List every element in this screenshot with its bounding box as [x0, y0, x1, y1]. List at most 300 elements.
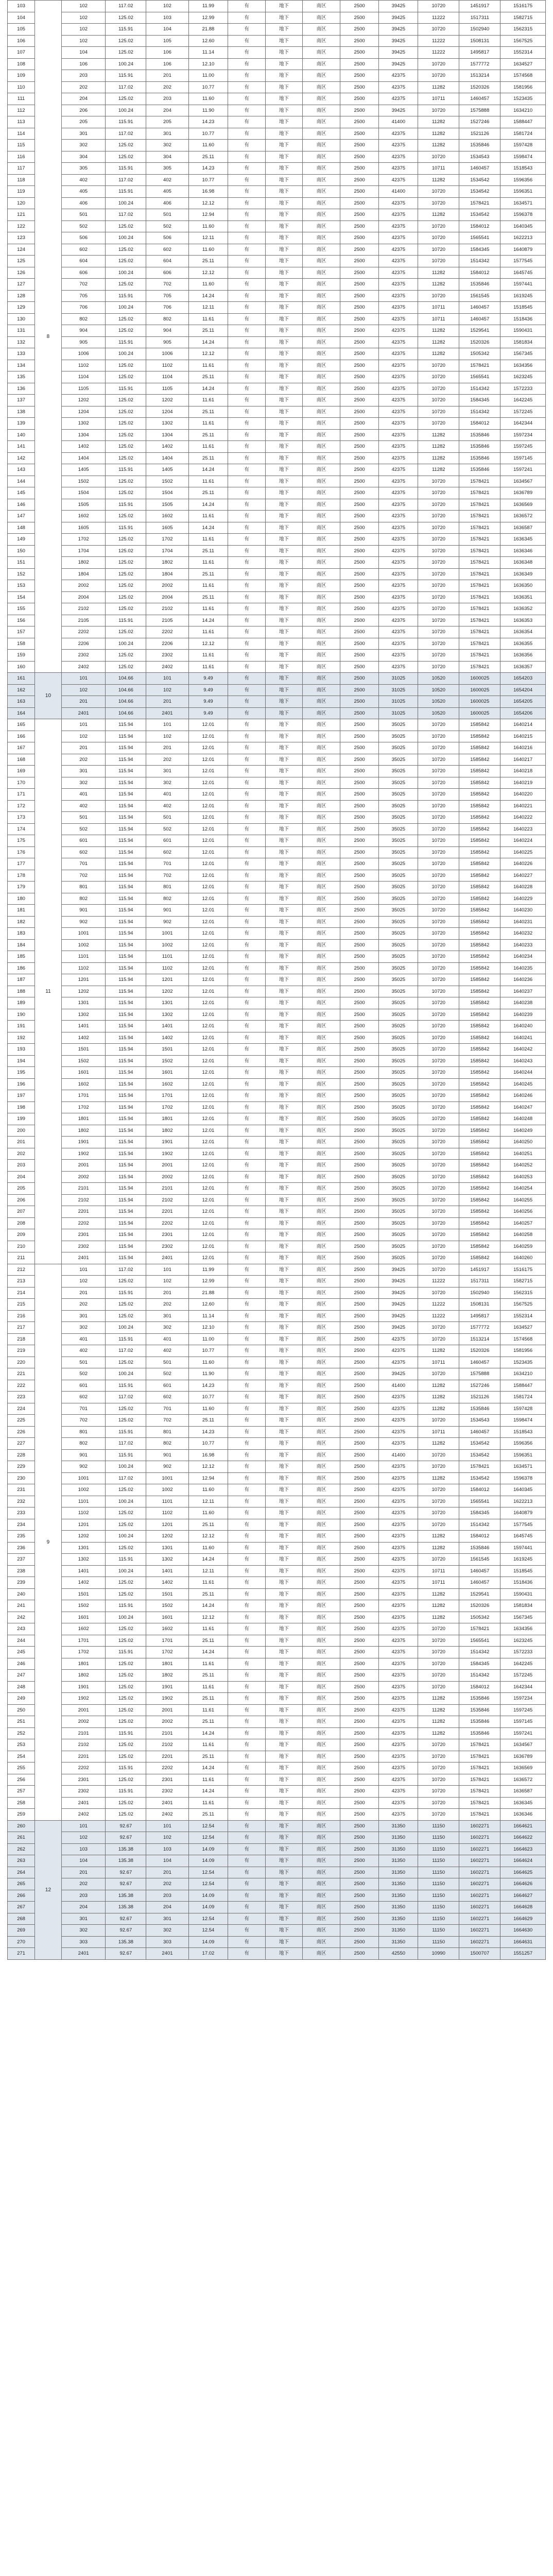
cell-price: 42375 — [379, 1333, 418, 1345]
cell-total: 1584345 — [459, 244, 500, 256]
cell-property: 有 — [228, 858, 265, 870]
cell-zone: 南区 — [303, 186, 340, 198]
cell-area: 100.24 — [106, 105, 146, 116]
cell-parking-no: 2201 — [146, 1206, 188, 1218]
cell-parking-area: 12.01 — [188, 1206, 228, 1218]
cell-total: 1585842 — [459, 997, 500, 1009]
cell-property: 有 — [228, 1496, 265, 1507]
cell-unit-price: 11282 — [418, 1612, 459, 1623]
cell-fee: 2500 — [340, 1403, 379, 1415]
cell-unit-price: 10720 — [418, 557, 459, 569]
cell-fee: 2500 — [340, 1426, 379, 1438]
cell-unit-price: 11282 — [418, 128, 459, 140]
cell-unit-price: 10720 — [418, 1252, 459, 1264]
cell-parking-no: 202 — [146, 754, 188, 766]
cell-price: 35025 — [379, 1009, 418, 1021]
table-row — [8, 1797, 546, 1809]
cell-total: 1517311 — [459, 1276, 500, 1287]
cell-unit-price: 10720 — [418, 1449, 459, 1461]
cell-area: 115.94 — [106, 870, 146, 882]
cell-index: 148 — [8, 522, 35, 534]
cell-fee: 2500 — [340, 638, 379, 650]
cell-fee: 2500 — [340, 1809, 379, 1821]
cell-parking-area: 12.12 — [188, 1531, 228, 1543]
cell-unit: 102 — [61, 35, 105, 47]
cell-index: 155 — [8, 603, 35, 615]
cell-level: 地下 — [265, 267, 302, 279]
table-row — [8, 487, 546, 499]
cell-property: 有 — [228, 1252, 265, 1264]
cell-property: 有 — [228, 1113, 265, 1125]
cell-unit-price: 10720 — [418, 70, 459, 82]
cell-parking-area: 14.24 — [188, 383, 228, 395]
cell-area: 115.94 — [106, 719, 146, 731]
cell-area: 125.02 — [106, 1484, 146, 1496]
cell-building: 12 — [35, 1820, 62, 1959]
cell-price: 42375 — [379, 360, 418, 371]
cell-property: 有 — [228, 1160, 265, 1172]
cell-parking-area: 17.02 — [188, 1948, 228, 1960]
cell-unit: 202 — [61, 1878, 105, 1890]
cell-price: 42375 — [379, 1554, 418, 1566]
cell-area: 104.66 — [106, 684, 146, 696]
cell-total-with-fee: 1597234 — [500, 429, 546, 441]
cell-zone: 南区 — [303, 789, 340, 801]
cell-price: 42375 — [379, 1762, 418, 1774]
cell-total-with-fee: 1597245 — [500, 441, 546, 453]
cell-price: 35025 — [379, 742, 418, 754]
cell-total-with-fee: 1640255 — [500, 1194, 546, 1206]
cell-level: 地下 — [265, 1554, 302, 1566]
cell-area: 100.24 — [106, 267, 146, 279]
cell-level: 地下 — [265, 1948, 302, 1960]
cell-index: 228 — [8, 1449, 35, 1461]
cell-area: 125.02 — [106, 1635, 146, 1647]
cell-total: 1585842 — [459, 719, 500, 731]
cell-zone: 南区 — [303, 1554, 340, 1566]
cell-fee: 2500 — [340, 302, 379, 314]
cell-unit-price: 11282 — [418, 1542, 459, 1554]
table-row — [8, 916, 546, 928]
cell-area: 125.02 — [106, 371, 146, 383]
cell-level: 地下 — [265, 35, 302, 47]
cell-parking-area: 12.01 — [188, 1032, 228, 1044]
cell-property: 有 — [228, 615, 265, 626]
cell-price: 42375 — [379, 163, 418, 175]
cell-area: 115.94 — [106, 997, 146, 1009]
table-row — [8, 893, 546, 905]
cell-total-with-fee: 1518545 — [500, 302, 546, 314]
cell-parking-area: 12.01 — [188, 846, 228, 858]
cell-area: 115.91 — [106, 1333, 146, 1345]
cell-level: 地下 — [265, 580, 302, 592]
cell-parking-area: 14.24 — [188, 1762, 228, 1774]
cell-unit: 802 — [61, 1438, 105, 1450]
cell-total-with-fee: 1596356 — [500, 1438, 546, 1450]
cell-parking-area: 25.11 — [188, 1716, 228, 1728]
cell-price: 42375 — [379, 151, 418, 163]
cell-parking-area: 25.11 — [188, 429, 228, 441]
cell-parking-no: 1002 — [146, 939, 188, 951]
cell-unit-price: 10720 — [418, 1333, 459, 1345]
cell-area: 125.02 — [106, 279, 146, 291]
cell-unit-price: 11282 — [418, 279, 459, 291]
cell-area: 92.67 — [106, 1832, 146, 1844]
cell-total: 1585842 — [459, 1009, 500, 1021]
cell-property: 有 — [228, 418, 265, 430]
cell-index: 146 — [8, 499, 35, 511]
cell-parking-area: 12.54 — [188, 1832, 228, 1844]
cell-total-with-fee: 1567525 — [500, 35, 546, 47]
cell-property: 有 — [228, 12, 265, 24]
cell-parking-no: 104 — [146, 1855, 188, 1867]
cell-price: 42375 — [379, 1681, 418, 1693]
cell-area: 115.94 — [106, 1078, 146, 1090]
cell-price: 39425 — [379, 1368, 418, 1380]
cell-level: 地下 — [265, 742, 302, 754]
cell-area: 125.02 — [106, 441, 146, 453]
table-row — [8, 1322, 546, 1334]
cell-total-with-fee: 1645745 — [500, 267, 546, 279]
cell-unit-price: 10720 — [418, 1774, 459, 1786]
cell-unit-price: 10711 — [418, 302, 459, 314]
cell-total-with-fee: 1640226 — [500, 858, 546, 870]
cell-property: 有 — [228, 684, 265, 696]
cell-parking-no: 702 — [146, 870, 188, 882]
cell-property: 有 — [228, 256, 265, 267]
cell-area: 115.91 — [106, 336, 146, 348]
table-row — [8, 256, 546, 267]
cell-total: 1578421 — [459, 1797, 500, 1809]
cell-unit: 602 — [61, 1392, 105, 1403]
table-row — [8, 1809, 546, 1821]
cell-zone: 南区 — [303, 615, 340, 626]
cell-total: 1585842 — [459, 916, 500, 928]
cell-total: 1534542 — [459, 174, 500, 186]
table-row — [8, 1577, 546, 1589]
cell-parking-no: 501 — [146, 209, 188, 221]
cell-area: 125.02 — [106, 325, 146, 337]
cell-parking-area: 12.11 — [188, 1496, 228, 1507]
cell-fee: 2500 — [340, 1368, 379, 1380]
cell-total: 1460457 — [459, 302, 500, 314]
cell-total-with-fee: 1640232 — [500, 928, 546, 940]
cell-zone: 南区 — [303, 1519, 340, 1531]
cell-price: 31025 — [379, 696, 418, 708]
cell-zone: 南区 — [303, 267, 340, 279]
cell-fee: 2500 — [340, 1565, 379, 1577]
cell-parking-area: 11.61 — [188, 580, 228, 592]
cell-unit: 202 — [61, 81, 105, 93]
cell-price: 42375 — [379, 1635, 418, 1647]
cell-unit: 2004 — [61, 591, 105, 603]
cell-parking-area: 12.01 — [188, 986, 228, 997]
cell-price: 39425 — [379, 1287, 418, 1299]
cell-price: 35025 — [379, 1160, 418, 1172]
cell-index: 225 — [8, 1415, 35, 1427]
cell-index: 107 — [8, 47, 35, 59]
cell-total: 1585842 — [459, 766, 500, 777]
cell-unit: 705 — [61, 290, 105, 302]
cell-total: 1584012 — [459, 221, 500, 232]
cell-fee: 2500 — [340, 105, 379, 116]
cell-total: 1585842 — [459, 812, 500, 824]
cell-index: 138 — [8, 406, 35, 418]
cell-price: 42375 — [379, 615, 418, 626]
cell-price: 42375 — [379, 534, 418, 546]
cell-index: 136 — [8, 383, 35, 395]
cell-area: 115.94 — [106, 1229, 146, 1241]
cell-unit-price: 10720 — [418, 534, 459, 546]
cell-unit: 1302 — [61, 1009, 105, 1021]
cell-unit: 2101 — [61, 1183, 105, 1195]
cell-index: 227 — [8, 1438, 35, 1450]
cell-fee: 2500 — [340, 267, 379, 279]
cell-property: 有 — [228, 1832, 265, 1844]
cell-level: 地下 — [265, 336, 302, 348]
cell-unit-price: 10720 — [418, 858, 459, 870]
cell-price: 35025 — [379, 1194, 418, 1206]
cell-total: 1520326 — [459, 81, 500, 93]
cell-parking-area: 12.10 — [188, 1322, 228, 1334]
cell-total: 1535846 — [459, 1727, 500, 1739]
cell-property: 有 — [228, 1647, 265, 1658]
cell-total: 1585842 — [459, 962, 500, 974]
cell-level: 地下 — [265, 1229, 302, 1241]
cell-total-with-fee: 1598474 — [500, 151, 546, 163]
cell-unit-price: 10720 — [418, 1797, 459, 1809]
cell-parking-no: 1502 — [146, 476, 188, 487]
cell-area: 125.02 — [106, 1299, 146, 1311]
cell-parking-no: 402 — [146, 800, 188, 812]
cell-unit: 701 — [61, 1403, 105, 1415]
cell-unit-price: 11282 — [418, 1392, 459, 1403]
cell-fee: 2500 — [340, 1194, 379, 1206]
cell-total: 1460457 — [459, 1565, 500, 1577]
cell-index: 158 — [8, 638, 35, 650]
cell-property: 有 — [228, 766, 265, 777]
table-row — [8, 1774, 546, 1786]
cell-fee: 2500 — [340, 1786, 379, 1798]
cell-property: 有 — [228, 1484, 265, 1496]
cell-level: 地下 — [265, 673, 302, 685]
cell-level: 地下 — [265, 1577, 302, 1589]
cell-index: 265 — [8, 1878, 35, 1890]
cell-area: 125.02 — [106, 626, 146, 638]
cell-unit: 601 — [61, 835, 105, 847]
cell-area: 115.94 — [106, 1171, 146, 1183]
cell-total-with-fee: 1634356 — [500, 1623, 546, 1635]
cell-parking-no: 705 — [146, 290, 188, 302]
cell-fee: 2500 — [340, 221, 379, 232]
cell-parking-area: 12.01 — [188, 1021, 228, 1032]
cell-area: 115.91 — [106, 70, 146, 82]
cell-property: 有 — [228, 1357, 265, 1368]
table-row — [8, 951, 546, 963]
cell-parking-no: 1402 — [146, 1032, 188, 1044]
cell-unit: 1501 — [61, 1588, 105, 1600]
table-row — [8, 812, 546, 824]
cell-index: 162 — [8, 684, 35, 696]
cell-zone: 南区 — [303, 1183, 340, 1195]
cell-price: 35025 — [379, 1171, 418, 1183]
cell-total-with-fee: 1640252 — [500, 1160, 546, 1172]
cell-unit: 502 — [61, 1368, 105, 1380]
cell-zone: 南区 — [303, 766, 340, 777]
table-row — [8, 1299, 546, 1311]
cell-parking-area: 12.01 — [188, 835, 228, 847]
cell-parking-area: 14.23 — [188, 1380, 228, 1392]
cell-total: 1585842 — [459, 951, 500, 963]
cell-level: 地下 — [265, 1658, 302, 1670]
cell-index: 160 — [8, 661, 35, 673]
cell-fee: 2500 — [340, 1693, 379, 1705]
cell-parking-area: 11.60 — [188, 93, 228, 105]
cell-price: 31350 — [379, 1902, 418, 1913]
cell-property: 有 — [228, 1565, 265, 1577]
cell-unit-price: 10720 — [418, 1461, 459, 1473]
cell-property: 有 — [228, 1472, 265, 1484]
cell-parking-area: 10.77 — [188, 81, 228, 93]
cell-parking-no: 1504 — [146, 487, 188, 499]
cell-fee: 2500 — [340, 1415, 379, 1427]
cell-fee: 2500 — [340, 870, 379, 882]
cell-level: 地下 — [265, 1855, 302, 1867]
cell-zone: 南区 — [303, 1936, 340, 1948]
table-row — [8, 1948, 546, 1960]
cell-unit-price: 10720 — [418, 1055, 459, 1067]
cell-area: 115.91 — [106, 383, 146, 395]
cell-property: 有 — [228, 1101, 265, 1113]
cell-zone: 南区 — [303, 731, 340, 742]
cell-area: 115.94 — [106, 882, 146, 893]
cell-price: 42375 — [379, 1496, 418, 1507]
cell-property: 有 — [228, 1229, 265, 1241]
cell-total: 1578421 — [459, 661, 500, 673]
cell-index: 167 — [8, 742, 35, 754]
cell-parking-no: 604 — [146, 256, 188, 267]
cell-index: 257 — [8, 1786, 35, 1798]
cell-property: 有 — [228, 232, 265, 244]
cell-property: 有 — [228, 1867, 265, 1878]
cell-price: 35025 — [379, 1078, 418, 1090]
cell-property: 有 — [228, 626, 265, 638]
cell-area: 100.24 — [106, 232, 146, 244]
table-row — [8, 696, 546, 708]
cell-total-with-fee: 1640257 — [500, 1217, 546, 1229]
cell-unit-price: 10720 — [418, 766, 459, 777]
cell-parking-no: 402 — [146, 174, 188, 186]
cell-index: 266 — [8, 1890, 35, 1902]
cell-total-with-fee: 1654205 — [500, 696, 546, 708]
table-row — [8, 1878, 546, 1890]
cell-zone: 南区 — [303, 812, 340, 824]
cell-index: 118 — [8, 174, 35, 186]
cell-total-with-fee: 1640253 — [500, 1171, 546, 1183]
cell-parking-no: 401 — [146, 1333, 188, 1345]
cell-area: 125.02 — [106, 534, 146, 546]
cell-area: 125.02 — [106, 568, 146, 580]
table-row — [8, 1890, 546, 1902]
cell-fee: 2500 — [340, 313, 379, 325]
cell-unit-price: 11222 — [418, 1299, 459, 1311]
cell-parking-no: 2101 — [146, 1183, 188, 1195]
cell-total-with-fee: 1640247 — [500, 1101, 546, 1113]
table-row — [8, 1113, 546, 1125]
cell-level: 地下 — [265, 1333, 302, 1345]
cell-index: 171 — [8, 789, 35, 801]
cell-parking-area: 11.00 — [188, 70, 228, 82]
cell-total: 1577772 — [459, 1322, 500, 1334]
cell-total: 1534542 — [459, 209, 500, 221]
cell-unit: 1901 — [61, 1137, 105, 1148]
cell-property: 有 — [228, 1890, 265, 1902]
cell-unit: 1802 — [61, 1670, 105, 1682]
cell-property: 有 — [228, 870, 265, 882]
cell-zone: 南区 — [303, 371, 340, 383]
cell-unit-price: 10720 — [418, 905, 459, 917]
cell-unit-price: 10720 — [418, 789, 459, 801]
cell-total-with-fee: 1596356 — [500, 174, 546, 186]
cell-price: 42375 — [379, 429, 418, 441]
cell-area: 115.94 — [106, 754, 146, 766]
cell-zone: 南区 — [303, 70, 340, 82]
cell-total: 1535846 — [459, 464, 500, 476]
cell-parking-area: 12.11 — [188, 302, 228, 314]
cell-property: 有 — [228, 1021, 265, 1032]
cell-unit-price: 11282 — [418, 116, 459, 128]
cell-property: 有 — [228, 1786, 265, 1798]
cell-unit: 402 — [61, 174, 105, 186]
cell-total-with-fee: 1636587 — [500, 1786, 546, 1798]
cell-parking-no: 1401 — [146, 1565, 188, 1577]
cell-price: 41400 — [379, 116, 418, 128]
cell-parking-area: 14.09 — [188, 1936, 228, 1948]
cell-total: 1500707 — [459, 1948, 500, 1960]
cell-zone: 南区 — [303, 882, 340, 893]
cell-fee: 2500 — [340, 1345, 379, 1357]
cell-parking-no: 1401 — [146, 1021, 188, 1032]
cell-price: 42375 — [379, 1809, 418, 1821]
cell-unit: 506 — [61, 232, 105, 244]
cell-total-with-fee: 1577545 — [500, 1519, 546, 1531]
cell-level: 地下 — [265, 1519, 302, 1531]
cell-building: 10 — [35, 673, 62, 719]
cell-index: 175 — [8, 835, 35, 847]
cell-index: 127 — [8, 279, 35, 291]
cell-total: 1585842 — [459, 1206, 500, 1218]
cell-area: 125.02 — [106, 12, 146, 24]
cell-unit-price: 10720 — [418, 1507, 459, 1519]
cell-zone: 南区 — [303, 47, 340, 59]
cell-area: 115.91 — [106, 116, 146, 128]
cell-unit-price: 10720 — [418, 846, 459, 858]
cell-area: 125.02 — [106, 35, 146, 47]
cell-unit: 2102 — [61, 603, 105, 615]
table-row — [8, 882, 546, 893]
cell-total-with-fee: 1640238 — [500, 997, 546, 1009]
cell-parking-no: 401 — [146, 789, 188, 801]
cell-parking-no: 1201 — [146, 974, 188, 986]
cell-unit: 1002 — [61, 1484, 105, 1496]
cell-level: 地下 — [265, 789, 302, 801]
cell-fee: 2500 — [340, 1797, 379, 1809]
cell-price: 31350 — [379, 1925, 418, 1937]
cell-parking-no: 1402 — [146, 441, 188, 453]
cell-parking-no: 302 — [146, 1322, 188, 1334]
cell-level: 地下 — [265, 1101, 302, 1113]
cell-area: 115.94 — [106, 1044, 146, 1056]
